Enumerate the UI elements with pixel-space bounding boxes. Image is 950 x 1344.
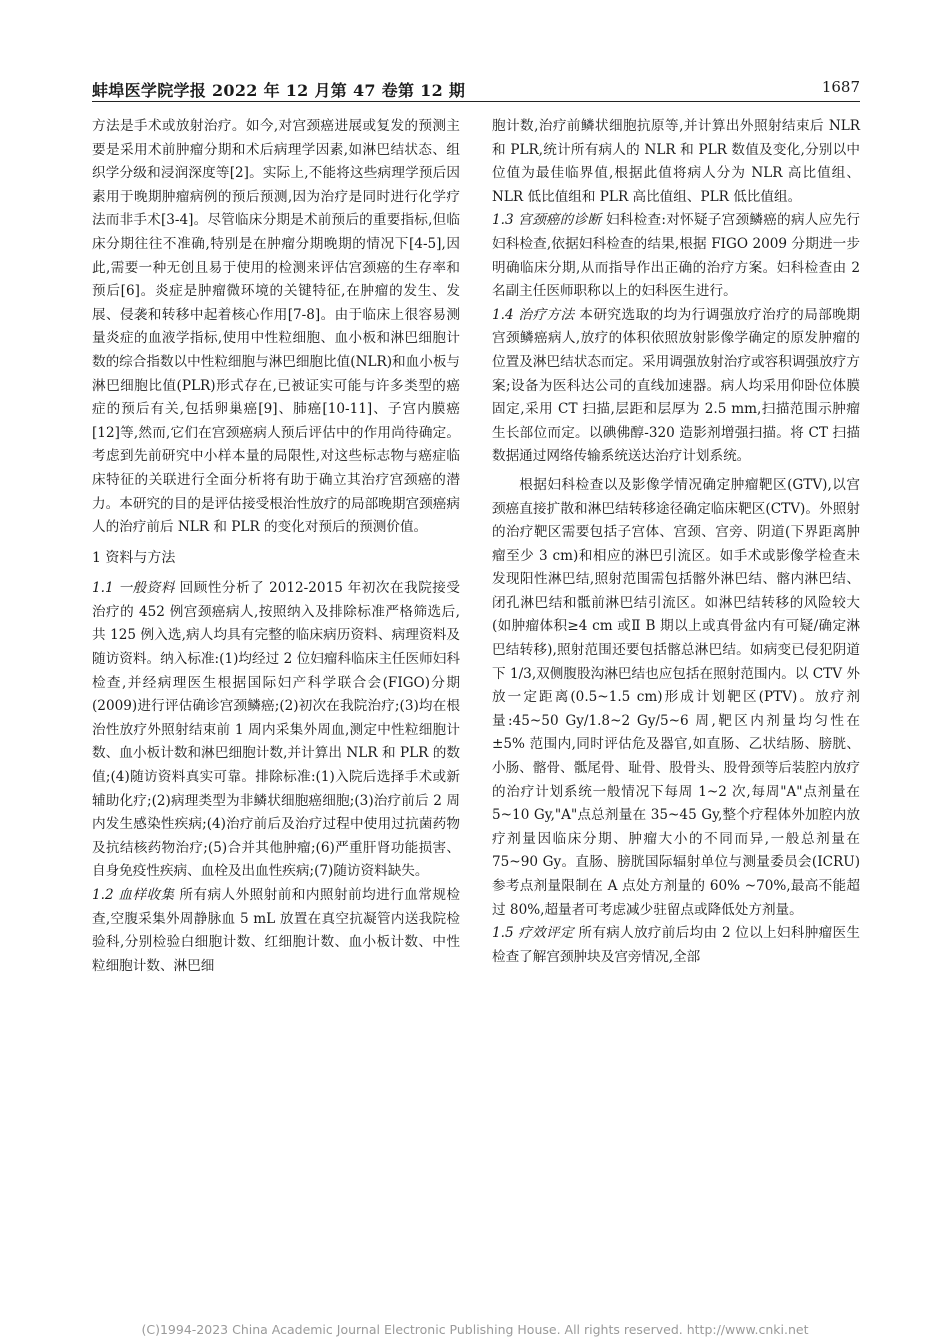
intro-paragraph: 方法是手术或放射治疗。如今,对宫颈癌进展或复发的预测主要是采用术前肿瘤分期和术后病理学因素,如淋巴结状态、组织学分级和浸润深度等[2]。实际上,不能将这些病理学预后因素用于晚期肿瘤病例的预后预测,因为治疗是同时进行化学疗法而非手术[3-4]。尽管临床分期是术前预后的重要指标,但临床分期往往不准确,特别是在肿瘤分期晚期的情况下[4-5],因此,需要一种无创且易于使用的检测来评估宫颈癌的生存率和预后[6]。炎症是肿瘤微环境的关键特征,在肿瘤的发生、发展、侵袭和转移中起着核心作用[7-8]。由于临床上很容易测量炎症的血液学指标,使用中性粒细胞、血小板和淋巴细胞计数的综合指数以中性粒细胞与淋巴细胞比值(NLR)和血小板与淋巴细胞比值(PLR)形式存在,已被证实可能与许多类型的癌症的预后有关,包括卵巢癌[9]、肺癌[10-11]、子宫内膜癌[12]等,然而,它们在宫颈癌病人预后评估中的作用尚待确定。考虑到先前研究中小样本量的局限性,对这些标志物与癌症临床特征的关联进行全面分析将有助于确立其治疗宫颈癌的潜力。本研究的目的是评估接受根治性放疗的局部晚期宫颈癌病人的治疗前后 NLR 和 PLR 的变化对预后的预测价值。	[92, 118, 461, 536]
subsection-1-5-text: 所有病人放疗前后均由 2 位以上妇科肿瘤医生检查了解宫颈肿块及宫旁情况,全部	[492, 925, 860, 965]
header-rule	[92, 101, 860, 102]
left-column	[92, 115, 460, 978]
copyright-footer: (C)1994-2023 China Academic Journal Electronic Publishing House. All rights reserved. http://www.cnki.net	[141, 1322, 809, 1337]
right-column	[492, 115, 860, 969]
subsection-1-5	[492, 922, 860, 969]
subsection-1-1-title: 1.1 一般资料	[92, 580, 175, 597]
subsection-1-4	[492, 304, 860, 469]
radiotherapy-paragraph: 根据妇科检查以及影像学情况确定肿瘤靶区(GTV),以宫颈癌直接扩散和淋巴结转移途径确定临床靶区(CTV)。外照射的治疗靶区需要包括子宫体、宫颈、宫旁、阴道(下界距离肿瘤至少 3 cm)和相应的淋巴引流区。如手术或影像学检查未发现阳性淋巴结,照射范围需包括髂外淋巴结、髂内淋巴结、闭孔淋巴结和骶前淋巴结引流区。如淋巴结转移的风险较大(如肿瘤体积≥4 cm 或Ⅱ B 期以上或真骨盆内有可疑/确定淋巴结转移),照射范围还要包括髂总淋巴结。如病变已侵犯阴道下 1/3,双侧腹股沟淋巴结也应包括在照射范围内。以 CTV 外放一定距离(0.5~1.5 cm)形成计划靶区(PTV)。放疗剂量:45~50 Gy/1.8~2 Gy/5~6 周,靶区内剂量均匀性在 ±5% 范围内,同时评估危及器官,如直肠、乙状结肠、膀胱、小肠、髂骨、骶尾骨、耻骨、股骨头、股骨颈等后装腔内放疗的治疗计划系统一般情况下每周 1~2 次,每周"A"点剂量在 5~10 Gy,"A"点总剂量在 35~45 Gy,整个疗程体外加腔内放疗剂量因临床分期、肿瘤大小的不同而异,一般总剂量在 75~90 Gy。直肠、膀胱国际辐射单位与测量委员会(ICRU)参考点剂量限制在 A 点处方剂量的 60% ~70%,最高不能超过 80%,超量者可考虑减少驻留点或降低处方剂量。	[492, 476, 860, 918]
subsection-1-5-title: 1.5 疗效评定	[492, 925, 574, 942]
running-header	[92, 78, 860, 100]
subsection-1-4-text: 本研究选取的均为行调强放疗治疗的局部晚期宫颈鳞癌病人,放疗的体积依照放射影像学确定的原发肿瘤的位置及淋巴结状态而定。采用调强放射治疗或容积调强放疗方案;设备为医科达公司的直线加速器。病人均采用仰卧位体膜固定,采用 CT 扫描,层距和层厚为 2.5 mm,扫描范围示肿瘤生长部位而定。以碘佛醇-320 造影剂增强扫描。将 CT 扫描数据通过网络传输系统送达治疗计划系统。	[492, 306, 860, 465]
subsection-1-3-text: 妇科检查:对怀疑子宫颈鳞癌的病人应先行妇科检查,依据妇科检查的结果,根据 FIGO 2009 分期进一步明确临床分期,从而指导作出正确的治疗方案。妇科检查由 2 名副主任医师职称以上的妇科医生进行。	[492, 212, 860, 300]
subsection-1-1	[92, 577, 460, 884]
section-title: 1 资料与方法	[92, 549, 176, 566]
subsection-1-2-text: 所有病人外照射前和内照射前均进行血常规检查,空腹采集外周静脉血 5 mL 放置在真空抗凝管内送我院检验科,分别检验白细胞计数、红细胞计数、血小板计数、中性粒细胞计数、淋巴细	[92, 887, 460, 974]
subsection-1-1-text: 回顾性分析了 2012-2015 年初次在我院接受治疗的 452 例宫颈癌病人,按照纳入及排除标准严格筛选后,共 125 例入选,病人均具有完整的临床病历资料、病理资料及随访资料。纳入标准:(1)均经过 2 位妇瘤科临床主任医师妇科检查,并经病理医生根据国际妇产科学联合会(FIGO)分期(2009)进行评估确诊宫颈鳞癌;(2)初次在我院治疗;(3)均在根治性放疗外照射结束前 1 周内采集外周血,测定中性粒细胞计数、血小板计数和淋巴细胞计数,并计算出 NLR 和 PLR 的数值;(4)随访资料真实可靠。排除标准:(1)入院后选择手术或新辅助化疗;(2)病理类型为非鳞状细胞癌细胞;(3)治疗前后 2 周内发生感染性疾病;(4)治疗前后及治疗过程中使用过抗菌药物及抗结核药物治疗;(5)合并其他肿瘤;(6)严重肝肾功能损害、自身免疫性疾病、血栓及出血性疾病;(7)随访资料缺失。	[92, 580, 460, 880]
journal-title: 蚌埠医学院学报 2022 年 12 月第 47 卷第 12 期	[92, 81, 466, 100]
subsection-1-4-title: 1.4 治疗方法	[492, 306, 575, 323]
subsection-1-2	[92, 884, 460, 978]
subsection-1-2-title: 1.2 血样收集	[92, 887, 175, 903]
continued-paragraph: 胞计数,治疗前鳞状细胞抗原等,并计算出外照射结束后 NLR 和 PLR,统计所有病人的 NLR 和 PLR 数值及变化,分别以中位值为最佳临界值,根据此值将病人分为 NLR 高比值组、NLR 低比值组和 PLR 高比值组、PLR 低比值组。	[492, 118, 860, 205]
subsection-1-3-title: 1.3 宫颈癌的诊断	[492, 212, 602, 229]
subsection-1-3	[492, 209, 860, 303]
page-number: 1687	[821, 78, 860, 96]
